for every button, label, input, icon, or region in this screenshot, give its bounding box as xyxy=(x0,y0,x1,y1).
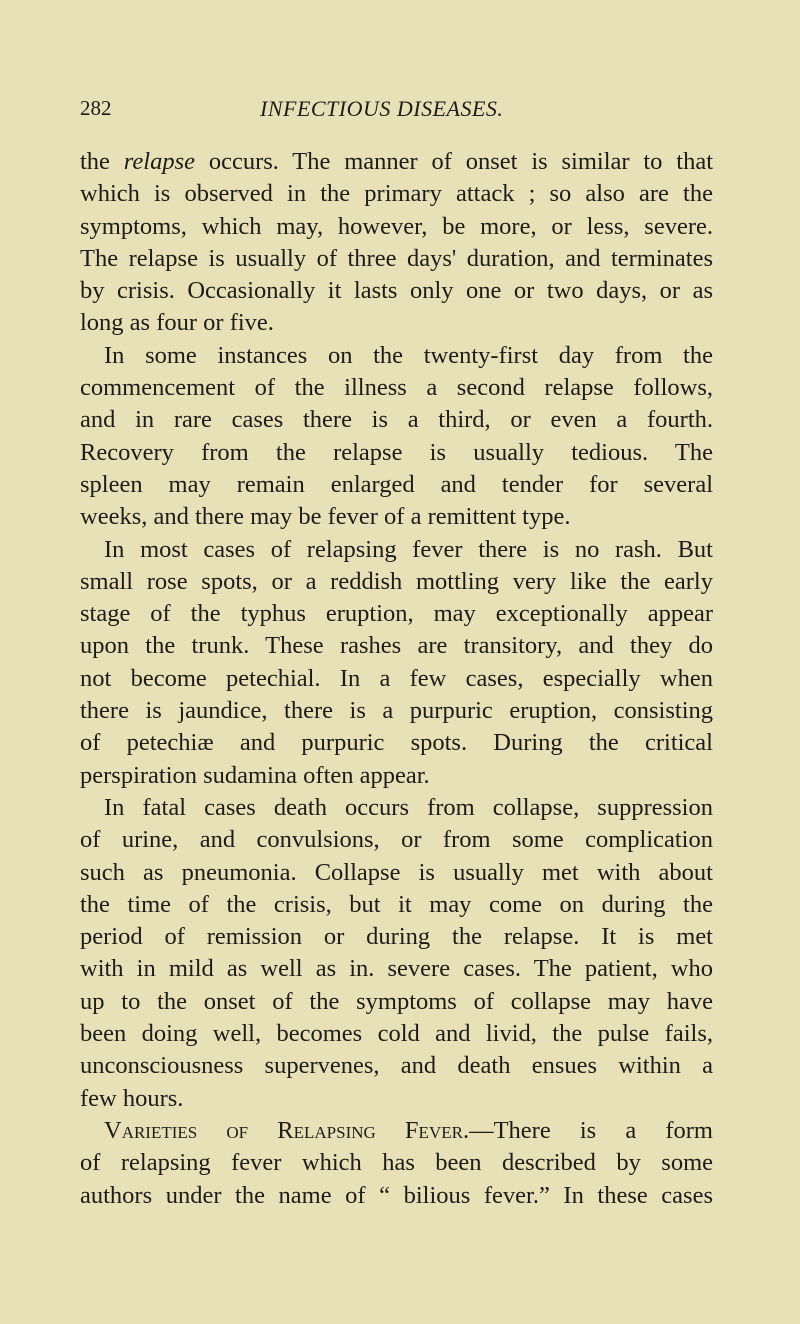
line-text: period of remission or during the relapse. It is met xyxy=(80,923,713,951)
line-text: not become petechial. In a few cases, especially when xyxy=(80,664,713,692)
line-text: of urine, and convulsions, or from some complication xyxy=(80,826,713,854)
text-line xyxy=(80,889,713,921)
line-text: occurs. The manner of onset is similar to that xyxy=(195,148,714,175)
line-text: stage of the typhus eruption, may exceptionally appear xyxy=(80,600,713,628)
text-line xyxy=(80,824,713,856)
text-line xyxy=(80,1050,713,1082)
text-line xyxy=(80,1115,713,1147)
text-line xyxy=(80,986,713,1018)
text-line xyxy=(80,178,713,210)
line-text: In fatal cases death occurs from collapse, suppression xyxy=(104,793,713,821)
running-header xyxy=(80,96,713,124)
text-line xyxy=(80,404,713,436)
line-text: symptoms, which may, however, be more, or less, severe. xyxy=(80,212,713,240)
line-text: —There is a form xyxy=(469,1116,713,1144)
text-line xyxy=(80,792,713,824)
line-text: such as pneumonia. Collapse is usually met with about xyxy=(80,858,713,886)
line-text: there is jaundice, there is a purpuric eruption, consisting xyxy=(80,697,713,725)
text-line xyxy=(80,695,713,727)
line-text: been doing well, becomes cold and livid, the pulse fails, xyxy=(80,1020,713,1048)
text-line xyxy=(80,857,713,889)
line-text: spleen may remain enlarged and tender for several xyxy=(80,470,713,498)
text-line xyxy=(80,372,713,404)
body-text xyxy=(80,146,713,1212)
text-line xyxy=(80,1083,713,1115)
line-text: the time of the crisis, but it may come on during the xyxy=(80,890,713,918)
text-line xyxy=(80,211,713,243)
text-line xyxy=(80,534,713,566)
text-line xyxy=(80,953,713,985)
text-line xyxy=(80,1147,713,1179)
line-text: the xyxy=(80,148,124,175)
line-text: few hours. xyxy=(80,1084,184,1112)
text-line xyxy=(80,921,713,953)
line-text: of relapsing fever which has been described by some xyxy=(80,1149,713,1177)
line-text: which is observed in the primary attack ; so also are the xyxy=(80,180,713,208)
text-line xyxy=(80,598,713,630)
line-text: long as four or five. xyxy=(80,309,274,337)
line-text: up to the onset of the symptoms of collapse may have xyxy=(80,987,713,1015)
line-text: and in rare cases there is a third, or even a fourth. xyxy=(80,406,713,434)
running-title: INFECTIOUS DISEASES. xyxy=(260,96,504,121)
line-text: upon the trunk. These rashes are transitory, and they do xyxy=(80,632,713,660)
text-line xyxy=(80,566,713,598)
text-line xyxy=(80,630,713,662)
italic-term: relapse xyxy=(123,148,195,175)
text-line xyxy=(80,501,713,533)
text-line xyxy=(80,727,713,759)
line-text: with in mild as well as in. severe cases. The patient, who xyxy=(80,955,713,983)
line-text: by crisis. Occasionally it lasts only one or two days, or as xyxy=(80,277,713,305)
line-text: of petechiæ and purpuric spots. During the critical xyxy=(80,729,713,757)
line-text: perspiration sudamina often appear. xyxy=(80,761,430,789)
page-number: 282 xyxy=(80,96,112,120)
line-text: Recovery from the relapse is usually tedious. The xyxy=(80,438,713,466)
text-line xyxy=(80,340,713,372)
text-line xyxy=(80,437,713,469)
line-text: commencement of the illness a second relapse follows, xyxy=(80,374,713,402)
line-text: The relapse is usually of three days' duration, and terminates xyxy=(80,244,713,272)
text-line xyxy=(80,1180,713,1212)
text-line xyxy=(80,146,713,178)
line-text: unconsciousness supervenes, and death ensues within a xyxy=(80,1052,713,1080)
text-line xyxy=(80,307,713,339)
text-line xyxy=(80,243,713,275)
text-line xyxy=(80,1018,713,1050)
line-text: small rose spots, or a reddish mottling very like the early xyxy=(80,567,713,595)
text-line xyxy=(80,663,713,695)
line-text: In some instances on the twenty-first day from the xyxy=(104,341,713,369)
text-line xyxy=(80,469,713,501)
line-text: weeks, and there may be fever of a remittent type. xyxy=(80,503,571,531)
line-text: In most cases of relapsing fever there is no rash. But xyxy=(104,535,713,563)
line-text: authors under the name of “ bilious fever.” In these cases xyxy=(80,1181,713,1209)
text-line xyxy=(80,275,713,307)
text-line xyxy=(80,760,713,792)
section-heading: Varieties of Relapsing Fever. xyxy=(104,1116,470,1144)
